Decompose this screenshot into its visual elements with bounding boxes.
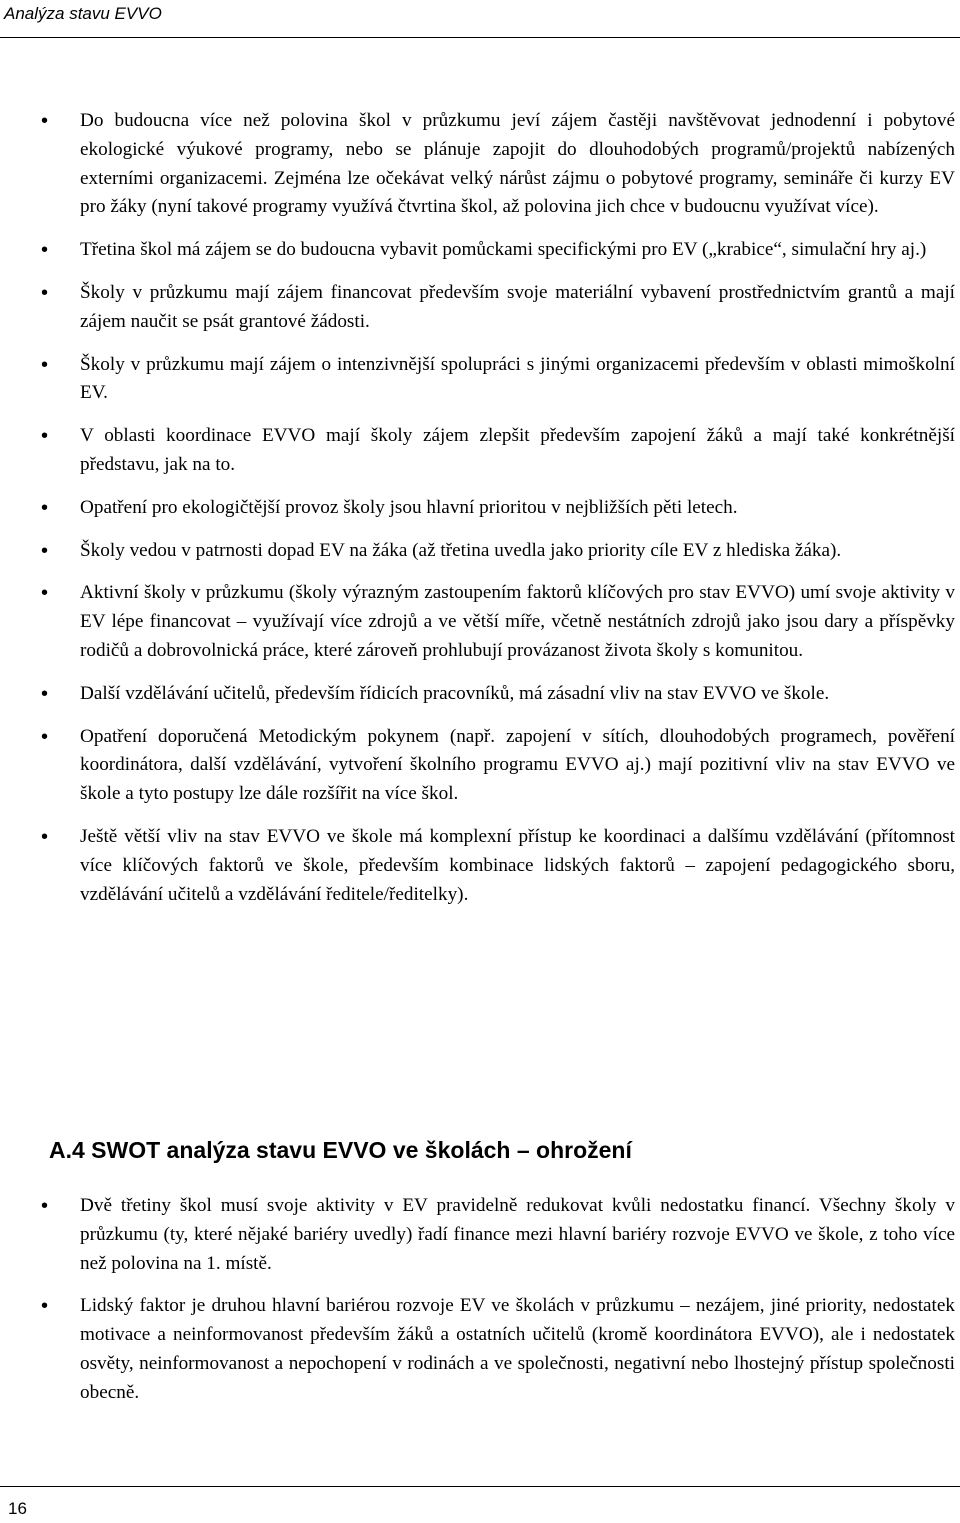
findings-list (0, 107, 960, 923)
list-item: • Lidský faktor je druhou hlavní bariérou rozvoje EV ve školách v průzkumu – nezájem, jiné priority, nedostatek motivace a neinformovanost především žáků a ostatních učitelů (kromě koordinátora EVVO), ale i nedostatek osvěty, neinformovanost a nepochopení v rodinách a ve společnosti, negativní nebo lhostejný přístup společnosti obecně. (0, 1292, 960, 1407)
list-item: • Aktivní školy v průzkumu (školy výrazným zastoupením faktorů klíčových pro stav EVVO) umí svoje aktivity v EV lépe financovat – využívají více zdrojů a ve větší míře, včetně nestátních zdrojů jako jsou dary a příspěvky rodičů a dobrovolnická práce, které zároveň prohlubují provázanost života školy s komunitou. (0, 579, 960, 665)
running-header (0, 0, 960, 38)
list-item: • Opatření pro ekologičtější provoz školy jsou hlavní prioritou v nejbližších pěti letech. (0, 494, 960, 523)
page-number: 16 (8, 1499, 27, 1518)
list-item: • Ještě větší vliv na stav EVVO ve škole má komplexní přístup ke koordinaci a dalšímu vzdělávání (přítomnost více klíčových faktorů ve škole, především kombinace lidských faktorů – zapojení pedagogického sboru, vzdělávání učitelů a vzdělávání ředitele/ředitelky). (0, 823, 960, 909)
list-item: • Do budoucna více než polovina škol v průzkumu jeví zájem častěji navštěvovat jednodenní i pobytové ekologické výukové programy, nebo se plánuje zapojit do dlouhodobých programů/projektů nabízených externími organizacemi. Zejména lze očekávat velký nárůst zájmu o pobytové programy, semináře či kurzy EV pro žáky (nyní takové programy využívá čtvrtina škol, až polovina jich chce v budoucnu využívat více). (0, 107, 960, 222)
list-item: • Další vzdělávání učitelů, především řídicích pracovníků, má zásadní vliv na stav EVVO ve škole. (0, 680, 960, 709)
list-item: • Školy v průzkumu mají zájem financovat především svoje materiální vybavení prostřednictvím grantů a mají zájem naučit se psát grantové žádosti. (0, 279, 960, 337)
document-title: Analýza stavu EVVO (4, 4, 162, 23)
list-item: • V oblasti koordinace EVVO mají školy zájem zlepšit především zapojení žáků a mají také konkrétnější představu, jak na to. (0, 422, 960, 480)
list-item: • Školy v průzkumu mají zájem o intenzivnější spolupráci s jinými organizacemi především v oblasti mimoškolní EV. (0, 351, 960, 409)
threats-list (0, 1192, 960, 1422)
list-item: • Opatření doporučená Metodickým pokynem (např. zapojení v sítích, dlouhodobých programech, pověření koordinátora, další vzdělávání, vytvoření školního programu EVVO aj.) mají pozitivní vliv na stav EVVO ve škole a tyto postupy lze dále rozšířit na více škol. (0, 723, 960, 809)
list-item: • Dvě třetiny škol musí svoje aktivity v EV pravidelně redukovat kvůli nedostatku financí. Všechny školy v průzkumu (ty, které nějaké bariéry uvedly) řadí finance mezi hlavní bariéry rozvoje EVVO ve škole, z toho více než polovina na 1. místě. (0, 1192, 960, 1278)
list-item: • Třetina škol má zájem se do budoucna vybavit pomůckami specifickými pro EV („krabice“, simulační hry aj.) (0, 236, 960, 265)
list-item: • Školy vedou v patrnosti dopad EV na žáka (až třetina uvedla jako priority cíle EV z hlediska žáka). (0, 537, 960, 566)
section-heading: A.4 SWOT analýza stavu EVVO ve školách – ohrožení (49, 1137, 632, 1163)
page-footer (0, 1486, 960, 1523)
